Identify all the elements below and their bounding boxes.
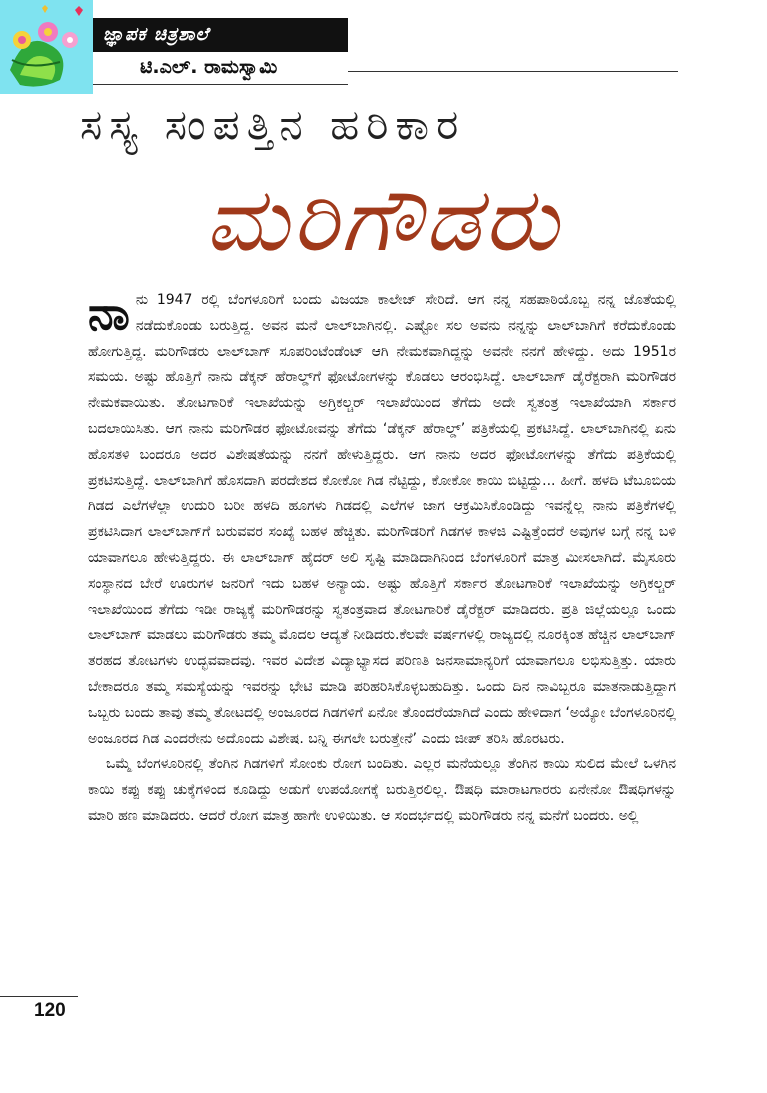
article-headline: ಸಸ್ಯ ಸಂಪತ್ತಿನ ಹರಿಕಾರ	[80, 100, 466, 149]
divider	[348, 71, 678, 72]
column-logo	[0, 0, 93, 94]
drop-cap: ನಾ	[88, 286, 130, 340]
divider	[93, 84, 348, 85]
article-title: ಮರಿಗೌಡರು	[205, 168, 562, 271]
article-body	[88, 288, 676, 830]
column-title: ಜ್ಞಾಪಕ ಚಿತ್ರಶಾಲೆ	[103, 24, 209, 45]
paragraph: ಒಮ್ಮೆ ಬೆಂಗಳೂರಿನಲ್ಲಿ ತೆಂಗಿನ ಗಿಡಗಳಿಗೆ ಸೋಂಕು ರೋಗ ಬಂದಿತು. ಎಲ್ಲರ ಮನೆಯಲ್ಲೂ ತೆಂಗಿನ ಕಾಯಿ ಸುಲಿದ ಮೇಲೆ ಒಳಗಿನ ಕಾಯಿ ಕಪ್ಪು ಕಪ್ಪು ಚುಕ್ಕೆಗಳಿಂದ ಕೂಡಿದ್ದು ಅಡುಗೆ ಉಪಯೋಗಕ್ಕೆ ಬರುತ್ತಿರಲಿಲ್ಲ. ಔಷಧಿ ಮಾರಾಟಗಾರರು ಏನೇನೋ ಔಷಧಿಗಳನ್ನು ಮಾರಿ ಹಣ ಮಾಡಿದರು. ಆದರೆ ರೋಗ ಮಾತ್ರ ಹಾಗೇ ಉಳಿಯಿತು. ಆ ಸಂದರ್ಭದಲ್ಲಿ ಮರಿಗೌಡರು ನನ್ನ ಮನೆಗೆ ಬಂದರು. ಅಲ್ಲಿ	[88, 756, 676, 824]
paragraph	[88, 288, 676, 752]
column-header	[93, 18, 348, 52]
paragraph-text: ನು 1947 ರಲ್ಲಿ ಬೆಂಗಳೂರಿಗೆ ಬಂದು ವಿಜಯಾ ಕಾಲೇಜ್ ಸೇರಿದೆ. ಆಗ ನನ್ನ ಸಹಪಾಠಿಯೊಬ್ಬ ನನ್ನ ಜೊತೆಯಲ್ಲಿ ನಡೆದುಕೊಂಡು ಬರುತ್ತಿದ್ದ. ಅವನ ಮನೆ ಲಾಲ್‌ಬಾಗಿನಲ್ಲಿ. ಎಷ್ಟೋ ಸಲ ಅವನು ನನ್ನನ್ನು ಲಾಲ್‌ಬಾಗಿಗೆ ಕರೆದುಕೊಂಡು ಹೋಗುತ್ತಿದ್ದ. ಮರಿಗೌಡರು ಲಾಲ್‌ಬಾಗ್ ಸೂಪರಿಂಟೆಂಡೆಂಟ್ ಆಗಿ ನೇಮಕವಾಗಿದ್ದನ್ನು ಅವನೇ ನನಗೆ ಹೇಳಿದ್ದು. ಅದು 1951ರ ಸಮಯ. ಅಷ್ಟು ಹೊತ್ತಿಗೆ ನಾನು ಡೆಕ್ಕನ್ ಹೆರಾಲ್ಡ್‌ಗೆ ಫೋಟೋಗಳನ್ನು ಕೊಡಲು ಆರಂಭಿಸಿದ್ದೆ. ಲಾಲ್‌ಬಾಗ್ ಡೈರೆಕ್ಟರಾಗಿ ಮರಿಗೌಡರ ನೇಮಕವಾಯಿತು. ತೋಟಗಾರಿಕೆ ಇಲಾಖೆಯನ್ನು ಅಗ್ರಿಕಲ್ಚರ್ ಇಲಾಖೆಯಿಂದ ತೆಗೆದು ಅದೇ ಸ್ವತಂತ್ರ ಇಲಾಖೆಯಾಗಿ ಸರ್ಕಾರ ಬದಲಾಯಿಸಿತು. ಆಗ ನಾನು ಮರಿಗೌಡರ ಫೋಟೋವನ್ನು ತೆಗೆದು ‘ಡೆಕ್ಕನ್ ಹೆರಾಲ್ಡ್’ ಪತ್ರಿಕೆಯಲ್ಲಿ ಪ್ರಕಟಿಸಿದ್ದೆ. ಲಾಲ್‌ಬಾಗಿನಲ್ಲಿ ಏನು ಹೊಸತಳಿ ಬಂದರೂ ಅದರ ವಿಶೇಷತೆಯನ್ನು ನನಗೆ ಹೇಳುತ್ತಿದ್ದರು. ಆಗ ನಾನು ಅದರ ಫೋಟೋಗಳನ್ನು ತೆಗೆದು ಪತ್ರಿಕೆಯಲ್ಲಿ ಪ್ರಕಟಿಸುತ್ತಿದ್ದೆ. ಲಾಲ್‌ಬಾಗಿಗೆ ಹೊಸದಾಗಿ ಪರದೇಶದ ಕೋಕೋ ಗಿಡ ನೆಟ್ಟಿದ್ದು, ಕೋಕೋ ಕಾಯಿ ಬಿಟ್ಟಿದ್ದು... ಹೀಗೆ. ಹಳದಿ ಟೆಬೂಬಿಯ ಗಿಡದ ಎಲೆಗಳೆಲ್ಲಾ ಉದುರಿ ಬರೀ ಹಳದಿ ಹೂಗಳು ಗಿಡದಲ್ಲಿ ಎಲೆಗಳ ಜಾಗ ಆಕ್ರಮಿಸಿಕೊಂಡಿದ್ದು ಇವನ್ನೆಲ್ಲ ನಾನು ಪತ್ರಿಕೆಗಳಲ್ಲಿ ಪ್ರಕಟಿಸಿದಾಗ ಲಾಲ್‌ಬಾಗ್‌ಗೆ ಬರುವವರ ಸಂಖ್ಯೆ ಬಹಳ ಹೆಚ್ಚಿತು. ಮರಿಗೌಡರಿಗೆ ಗಿಡಗಳ ಕಾಳಜಿ ಎಷ್ಟಿತ್ತೆಂದರೆ ಅವುಗಳ ಬಗ್ಗೆ ನನ್ನ ಬಳಿ ಯಾವಾಗಲೂ ಹೇಳುತ್ತಿದ್ದರು. ಈ ಲಾಲ್‌ಬಾಗ್ ಹೈದರ್ ಅಲಿ ಸೃಷ್ಟಿ ಮಾಡಿದಾಗಿನಿಂದ ಬೆಂಗಳೂರಿಗೆ ಮಾತ್ರ ಮೀಸಲಾಗಿದೆ. ಮೈಸೂರು ಸಂಸ್ಥಾನದ ಬೇರೆ ಊರುಗಳ ಜನರಿಗೆ ಇದು ಬಹಳ ಅನ್ಯಾಯ. ಅಷ್ಟು ಹೊತ್ತಿಗೆ ಸರ್ಕಾರ ತೋಟಗಾರಿಕೆ ಇಲಾಖೆಯನ್ನು ಅಗ್ರಿಕಲ್ಚರ್ ಇಲಾಖೆಯಿಂದ ತೆಗೆದು ಇಡೀ ರಾಜ್ಯಕ್ಕೆ ಮರಿಗೌಡರನ್ನು ಸ್ವತಂತ್ರವಾದ ತೋಟಗಾರಿಕೆ ಡೈರೆಕ್ಟರ್ ಮಾಡಿದರು. ಪ್ರತಿ ಜಿಲ್ಲೆಯಲ್ಲೂ ಒಂದು ಲಾಲ್‌ಬಾಗ್ ಮಾಡಲು ಮರಿಗೌಡರು ತಮ್ಮ ಮೊದಲ ಆದ್ಯತೆ ನೀಡಿದರು.ಕೆಲವೇ ವರ್ಷಗಳಲ್ಲಿ ರಾಜ್ಯದಲ್ಲಿ ನೂರಕ್ಕಿಂತ ಹೆಚ್ಚಿನ ಲಾಲ್‌ಬಾಗ್ ತರಹದ ತೋಟಗಳು ಉದ್ಭವವಾದವು. ಇವರ ವಿದೇಶ ವಿದ್ಯಾಭ್ಯಾಸದ ಪರಿಣತಿ ಜನಸಾಮಾನ್ಯರಿಗೆ ಯಾವಾಗಲೂ ಲಭಿಸುತ್ತಿತ್ತು. ಯಾರು ಬೇಕಾದರೂ ತಮ್ಮ ಸಮಸ್ಯೆಯನ್ನು ಇವರನ್ನು ಭೇಟಿ ಮಾಡಿ ಪರಿಹರಿಸಿಕೊಳ್ಳಬಹುದಿತ್ತು. ಒಂದು ದಿನ ನಾವಿಬ್ಬರೂ ಮಾತನಾಡುತ್ತಿದ್ದಾಗ ಒಬ್ಬರು ಬಂದು ತಾವು ತಮ್ಮ ತೋಟದಲ್ಲಿ ಅಂಜೂರದ ಗಿಡಗಳಿಗೆ ಏನೋ ತೊಂದರೆಯಾಗಿದೆ ಎಂದು ಹೇಳಿದಾಗ ‘ಅಯ್ಯೋ ಬೆಂಗಳೂರಿನಲ್ಲಿ ಅಂಜೂರದ ಗಿಡ ಎಂದರೇನು ಅದೊಂದು ವಿಶೇಷ. ಬನ್ನಿ ಈಗಲೇ ಬರುತ್ತೇನೆ’ ಎಂದು ಜೀಪ್ ತರಿಸಿ ಹೊರಟರು.	[88, 292, 676, 747]
page-number: 120	[34, 1000, 66, 1021]
author-name: ಟಿ.ಎಲ್. ರಾಮಸ್ವಾಮಿ	[140, 56, 278, 78]
flower-logo-icon	[0, 0, 93, 94]
divider	[0, 996, 78, 997]
